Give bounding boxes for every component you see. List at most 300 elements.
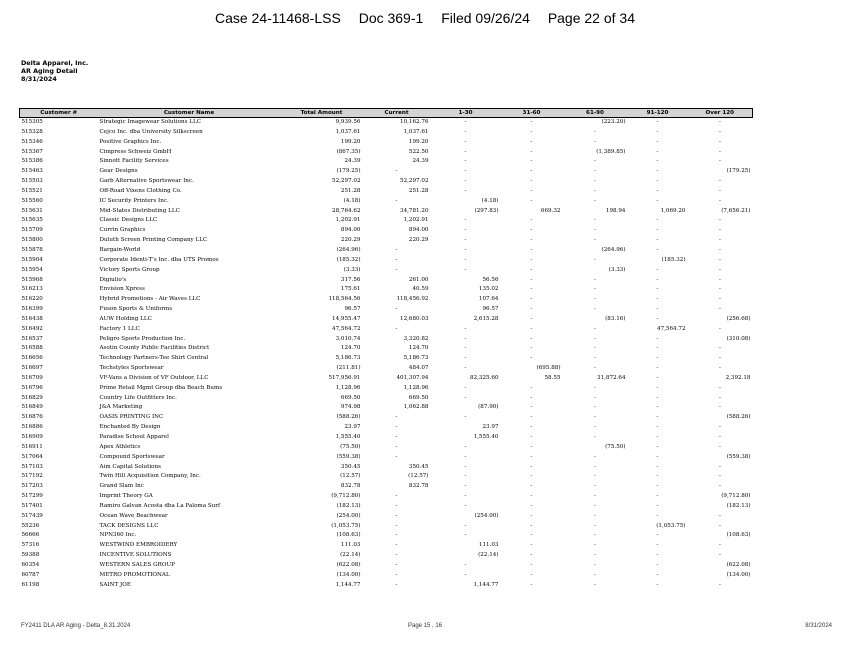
customer-name-cell: Techstyles Sportswear [99,365,164,372]
customer-number-cell: 515878 [21,246,43,253]
amount-cell: (22.14) [340,552,361,559]
amount-cell: (622.08) [726,561,751,568]
amount-cell: - [656,493,659,500]
customer-name-cell: Mid-States Distributing LLC [99,207,180,214]
amount-cell: - [530,394,533,401]
amount-cell: 2,615.28 [473,315,499,322]
amount-cell: (310.08) [726,335,751,342]
customer-name-cell: Victory Sports Group [99,266,160,273]
customer-name-cell: WESTWIND EMBROIDERY [99,542,178,549]
amount-cell: 317.56 [340,276,361,283]
amount-cell: 47,564.72 [332,325,361,332]
amount-cell: - [719,345,721,352]
table-row [20,551,753,561]
amount-cell: - [395,168,398,175]
company-name: Delta Apparel, Inc. [21,59,89,67]
customer-number-cell: 515635 [21,217,43,224]
amount-cell: (559.38) [726,453,751,460]
amount-cell: - [395,532,398,539]
table-row [20,157,753,167]
amount-cell: - [464,237,467,244]
amount-cell: 3,010.74 [335,335,361,342]
amount-cell: 401,307.94 [396,374,429,381]
customer-name-cell: Bargain-World [99,246,141,253]
amount-cell: - [594,532,596,539]
amount-cell: - [464,532,467,539]
amount-cell: - [395,502,398,509]
amount-cell: - [530,286,533,293]
amount-cell: - [530,355,533,362]
amount-cell: - [656,434,659,440]
amount-cell: 1,128.96 [335,384,361,391]
customer-name-cell: Strategic Imagewear Solutions LLC [99,119,202,125]
amount-cell: 124.70 [408,345,429,352]
amount-cell: - [530,266,533,273]
customer-name-cell: Enchanted By Design [99,424,161,431]
customer-name-cell: Compound Sportswear [99,453,165,460]
amount-cell: 56.56 [482,276,499,283]
customer-number-cell: 515968 [21,276,43,283]
amount-cell: - [719,148,721,155]
amount-cell: - [464,335,467,342]
amount-cell: - [656,552,659,559]
amount-cell: - [594,414,596,421]
customer-number-cell: 516849 [21,404,43,411]
customer-name-cell: INCENTIVE SOLUTIONS [99,552,172,559]
amount-cell: - [530,345,533,352]
table-row [20,187,753,197]
amount-cell: - [530,187,533,194]
customer-number-cell: 515904 [21,256,43,263]
amount-cell: - [464,463,467,470]
customer-number-cell: 516886 [21,424,43,431]
amount-cell: 111.03 [340,542,361,549]
amount-cell: - [656,345,659,352]
amount-cell: 1,037.61 [335,128,361,135]
column-header: 1-30 [431,109,501,118]
amount-cell: - [530,404,533,411]
amount-cell: - [656,296,659,303]
amount-cell: - [395,512,398,519]
customer-number-cell: 517192 [21,473,43,480]
amount-cell: 669.50 [408,394,429,401]
customer-name-cell: Currin Graphics [99,227,146,234]
customer-name-cell: Peligro Sports Production Inc. [99,335,186,342]
amount-cell: - [464,256,467,263]
amount-cell: - [656,168,659,175]
amount-cell: - [594,512,596,519]
amount-cell: 1,144.77 [473,581,499,588]
column-header: Over 120 [688,109,753,118]
customer-number-cell: 517299 [21,493,43,500]
customer-name-cell: IC Security Printers Inc. [99,197,169,204]
amount-cell: 1,202.91 [335,217,361,224]
table-row [20,118,753,128]
amount-cell: - [530,453,533,460]
customer-number-cell: 515386 [21,158,43,165]
amount-cell: - [530,581,533,588]
amount-cell: 669.50 [340,394,361,401]
customer-number-cell: 516876 [21,414,43,421]
amount-cell: - [594,394,596,401]
amount-cell: - [530,571,533,578]
table-row [20,295,753,305]
amount-cell: - [464,502,467,509]
amount-cell: (1,389.85) [596,148,626,155]
amount-cell: - [719,119,721,125]
amount-cell: - [464,414,467,421]
amount-cell: - [530,443,533,450]
amount-cell: - [395,561,398,568]
amount-cell: - [719,394,721,401]
customer-number-cell: 516909 [21,434,43,440]
customer-number-cell: 517103 [21,463,43,470]
customer-name-cell: Technology Partners-Tee Shirt Central [99,355,209,362]
table-row [20,216,753,226]
customer-number-cell: 515631 [21,207,43,214]
amount-cell: - [656,424,659,431]
amount-cell: (108.63) [726,532,751,539]
amount-cell: 52,297.02 [332,178,361,185]
amount-cell: 135.02 [478,286,499,293]
table-body [20,118,753,591]
amount-cell: - [594,306,596,313]
amount-cell: (182.13) [336,502,361,509]
amount-cell: (695.88) [536,365,561,372]
amount-cell: - [464,187,467,194]
customer-number-cell: 55236 [21,522,40,529]
amount-cell: 58.55 [544,374,561,381]
amount-cell: - [464,473,467,480]
ar-aging-table [19,108,753,591]
amount-cell: 832.78 [340,483,361,490]
amount-cell: - [719,256,721,263]
amount-cell: - [656,365,659,372]
customer-name-cell: Hybrid Promotions - Air Waves LLC [99,296,201,303]
amount-cell: - [656,483,659,490]
amount-cell: (622.08) [336,561,361,568]
amount-cell: 1,037.61 [403,128,429,135]
amount-cell: 23.97 [482,424,499,431]
amount-cell: - [656,394,659,401]
table-row [20,364,753,374]
amount-cell: - [530,119,533,125]
amount-cell: (211.81) [336,365,361,372]
amount-cell: - [656,158,659,165]
amount-cell: 10,162.76 [400,119,429,125]
amount-cell: - [464,453,467,460]
customer-number-cell: 60787 [21,571,40,578]
amount-cell: - [594,217,596,224]
amount-cell: (1,053.75) [656,522,686,529]
customer-number-cell: 516399 [21,306,43,313]
customer-name-cell: Prime Retail Mgmt Group dba Beach Bums [99,384,223,391]
filed-date: Filed 09/26/24 [441,10,530,26]
customer-name-cell: Cimpress Schweiz GmbH [99,148,172,155]
amount-cell: 894.00 [340,227,361,234]
amount-cell: - [464,178,467,185]
amount-cell: (12.57) [408,473,429,480]
amount-cell: - [464,266,467,273]
amount-cell: - [719,473,721,480]
amount-cell: - [530,483,533,490]
amount-cell: - [464,217,467,224]
customer-name-cell: Sinnott Facility Services [99,158,169,165]
amount-cell: - [464,119,467,125]
amount-cell: - [656,335,659,342]
table-row [20,197,753,207]
customer-name-cell: Ramiro Galvan Acosta dba La Paloma Surf [99,502,221,509]
amount-cell: - [656,237,659,244]
amount-cell: 517,956.91 [328,374,361,381]
amount-cell: (588.26) [336,414,361,421]
customer-name-cell: Gear Designs [99,168,138,175]
amount-cell: - [594,581,596,588]
amount-cell: 23.97 [344,424,361,431]
customer-number-cell: 515328 [21,128,43,135]
amount-cell: (9,712.80) [721,493,751,500]
table-row [20,423,753,433]
amount-cell: - [656,561,659,568]
amount-cell: 251.28 [340,187,361,194]
amount-cell: - [594,335,596,342]
column-header: 31-60 [501,109,563,118]
amount-cell: (1,053.75) [331,522,361,529]
amount-cell: - [594,325,596,332]
amount-cell: - [594,276,596,283]
table-row [20,236,753,246]
amount-cell: (559.38) [336,453,361,460]
amount-cell: - [594,483,596,490]
table-row [20,167,753,177]
case-header [0,10,850,26]
customer-number-cell: 516220 [21,296,43,303]
amount-cell: 199.20 [408,138,429,145]
customer-name-cell: Asotin County Public Facilities District [99,345,210,352]
amount-cell: 1,069.20 [660,207,686,214]
customer-name-cell: Off-Road Vixens Clothing Co. [99,187,182,194]
amount-cell: 118,564.56 [328,296,361,303]
amount-cell: 1,062.88 [403,404,429,411]
amount-cell: - [656,443,659,450]
customer-number-cell: 516588 [21,345,43,352]
customer-name-cell: AUW Holding LLC [99,315,152,322]
amount-cell: 484.07 [408,365,429,372]
case-number: Case 24-11468-LSS [214,10,341,26]
amount-cell: - [719,325,721,332]
amount-cell: (223.20) [601,119,626,125]
amount-cell: - [594,138,596,145]
table-row [20,502,753,512]
amount-cell: - [656,384,659,391]
table-row [20,305,753,315]
amount-cell: - [594,561,596,568]
amount-cell: - [530,473,533,480]
table-row [20,384,753,394]
customer-name-cell: Digiulio's [99,276,127,283]
table-header-row [20,109,753,118]
customer-number-cell: 516492 [21,325,43,332]
column-header: 91-120 [628,109,688,118]
amount-cell: - [464,571,467,578]
amount-cell: 24.39 [412,158,429,165]
table-row [20,177,753,187]
amount-cell: 52,297.02 [400,178,429,185]
amount-cell: 198.94 [605,207,626,214]
amount-cell: (264.96) [601,246,626,253]
amount-cell: 894.00 [408,227,429,234]
customer-name-cell: OASIS PRINTING INC [99,414,164,421]
amount-cell: - [656,581,659,588]
amount-cell: 82,325.60 [470,374,499,381]
amount-cell: (254.00) [474,512,499,519]
amount-cell: - [530,148,533,155]
amount-cell: - [594,434,596,440]
amount-cell: - [656,266,659,273]
amount-cell: - [719,227,721,234]
amount-cell: - [530,237,533,244]
amount-cell: - [656,355,659,362]
amount-cell: - [530,493,533,500]
amount-cell: 669.32 [540,207,561,214]
table-row [20,128,753,138]
table-row [20,315,753,325]
amount-cell: - [594,502,596,509]
amount-cell: - [464,355,467,362]
amount-cell: - [594,237,596,244]
amount-cell: 1,555.40 [335,434,361,440]
amount-cell: - [656,286,659,293]
table-row [20,226,753,236]
amount-cell: (3.33) [343,266,361,273]
customer-name-cell: Twin Hill Acquisition Company, Inc. [99,473,201,480]
table-row [20,561,753,571]
amount-cell: (264.96) [336,246,361,253]
amount-cell: (179.25) [726,168,751,175]
amount-cell: - [656,453,659,460]
customer-name-cell: Fuson Sports & Uniforms [99,306,173,313]
customer-number-cell: 61198 [21,581,40,588]
amount-cell: - [594,296,596,303]
amount-cell: (3.33) [608,266,626,273]
amount-cell: - [530,197,533,204]
column-header: Current [363,109,431,118]
table-row [20,512,753,522]
amount-cell: - [719,463,721,470]
amount-cell: 261.00 [408,276,429,283]
amount-cell: - [719,355,721,362]
amount-cell: - [719,443,721,450]
amount-cell: - [656,414,659,421]
table-row [20,394,753,404]
amount-cell: - [719,276,721,283]
amount-cell: - [719,483,721,490]
amount-cell: - [719,296,721,303]
amount-cell: 974.98 [340,404,361,411]
amount-cell: - [719,246,721,253]
customer-number-cell: 516537 [21,335,43,342]
amount-cell: - [656,217,659,224]
customer-number-cell: 57316 [21,542,40,549]
amount-cell: 175.61 [340,286,361,293]
customer-name-cell: VF-Vans a Division of VF Outdoor, LLC [99,374,209,381]
amount-cell: - [656,315,659,322]
customer-name-cell: J&A Marketing [99,404,143,411]
amount-cell: 5,186.73 [335,355,361,362]
amount-cell: 96.57 [482,306,499,313]
amount-cell: - [395,325,398,332]
customer-name-cell: SAINT JOE [99,581,131,588]
amount-cell: - [594,168,596,175]
amount-cell: - [530,542,533,549]
amount-cell: 832.78 [408,483,429,490]
customer-number-cell: 515800 [21,237,43,244]
amount-cell: - [594,473,596,480]
amount-cell: (22.14) [478,552,499,559]
table-row [20,374,753,384]
footer-date: 8/31/2024 [805,623,832,629]
amount-cell: - [594,365,596,372]
table-row [20,207,753,217]
customer-number-cell: 516829 [21,394,43,401]
amount-cell: 107.64 [478,296,499,303]
amount-cell: - [464,246,467,253]
amount-cell: - [464,128,467,135]
customer-number-cell: 516911 [21,443,43,450]
amount-cell: - [594,384,596,391]
customer-number-cell: 516697 [21,365,43,372]
amount-cell: - [530,424,533,431]
customer-number-cell: 516656 [21,355,43,362]
amount-cell: - [395,197,398,204]
table-row [20,433,753,443]
customer-name-cell: Envision Xpress [99,286,145,293]
amount-cell: - [530,138,533,145]
amount-cell: 1,555.40 [473,434,499,440]
customer-number-cell: 515503 [21,178,43,185]
customer-number-cell: 515560 [21,197,43,204]
amount-cell: - [530,414,533,421]
amount-cell: 199.20 [340,138,361,145]
amount-cell: 124.70 [340,345,361,352]
footer-page: Page 15 , 16 [407,623,443,629]
amount-cell: - [719,581,721,588]
document-number: Doc 369-1 [358,10,424,26]
amount-cell: - [656,227,659,234]
amount-cell: 47,564.72 [657,325,686,332]
amount-cell: - [464,365,467,372]
amount-cell: - [464,561,467,568]
amount-cell: 3,320.82 [403,335,429,342]
amount-cell: - [530,325,533,332]
column-header: Total Amount [281,109,363,118]
customer-number-cell: 515463 [21,168,43,175]
amount-cell: - [594,227,596,234]
amount-cell: 96.57 [344,306,361,313]
customer-number-cell: 59388 [21,552,40,559]
table-row [20,492,753,502]
amount-cell: (7,656.21) [721,207,751,214]
amount-cell: 251.28 [408,187,429,194]
customer-number-cell: 515367 [21,148,43,155]
amount-cell: - [464,325,467,332]
amount-cell: - [719,217,721,224]
amount-cell: 28,764.62 [332,207,361,214]
table-row [20,522,753,532]
amount-cell: (182.13) [726,502,751,509]
amount-cell: - [395,552,398,559]
amount-cell: - [594,404,596,411]
